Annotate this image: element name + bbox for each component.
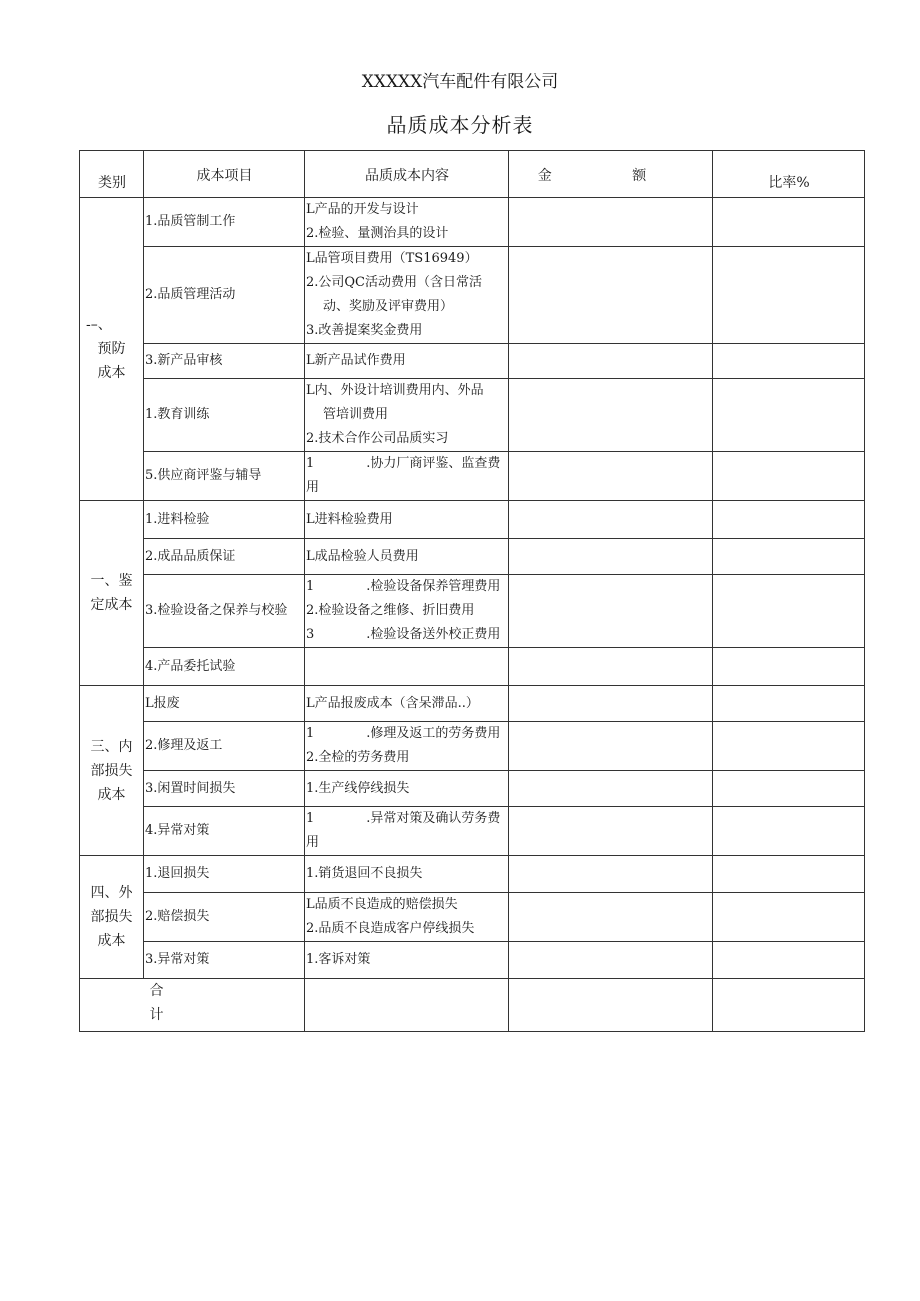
content-line [306,452,508,476]
amount-cell[interactable] [509,807,713,856]
amount-cell[interactable] [509,575,713,648]
content-number: 1 [306,456,315,471]
content-line: 2.全检的劳务费用 [306,750,410,765]
amount-cell[interactable] [509,722,713,771]
content-line: 2.检验、量测治具的设计 [306,226,449,241]
cost-content [305,344,509,379]
table-row [80,648,865,686]
category-line: 三、内 [90,738,133,755]
amount-cell[interactable] [509,856,713,893]
cost-content [305,539,509,575]
content-line: 动、奖励及评审费用） [323,299,454,314]
table-row [80,771,865,807]
content-line: 管培训费用 [323,407,389,422]
content-line: 1.销货退回不良损失 [306,866,423,881]
cost-content [305,501,509,539]
table-row [80,452,865,501]
quality-cost-table [79,150,865,1032]
table-row [80,344,865,379]
ratio-cell[interactable] [713,344,865,379]
content-text: .检验设备保养管理费用 [366,579,501,594]
content-line: 2.检验设备之维修、折旧费用 [306,603,475,618]
cost-content [305,686,509,722]
cost-item: 3.异常对策 [144,942,305,979]
category-line: 四、外 [90,885,133,901]
content-line: L成品检验人员费用 [306,548,419,564]
header-item: 成本项目 [144,151,305,198]
content-line: 2.品质不良造成客户停线损失 [306,921,475,936]
cost-item: 4.异常对策 [144,807,305,856]
header-row [80,151,865,198]
category-line: 成本 [97,786,126,803]
ratio-cell[interactable] [713,452,865,501]
table-row [80,686,865,722]
header-amount: 金 额 [509,151,713,198]
header-category: 类别 [80,151,144,198]
content-text: .异常对策及确认劳务费 [366,811,501,826]
table-row [80,575,865,648]
content-line [306,722,508,746]
category-line: 部损失 [90,762,133,779]
content-number: 1 [306,726,315,741]
ratio-cell[interactable] [713,942,865,979]
ratio-cell[interactable] [713,198,865,247]
amount-cell[interactable] [509,452,713,501]
amount-cell[interactable] [509,501,713,539]
cost-item: 1.品质管制工作 [144,198,305,247]
category-appraisal [80,501,144,686]
category-line: 一、鉴 [90,573,133,589]
page-title: 品质成本分析表 [386,113,534,137]
table-row [80,942,865,979]
content-number: 3 [306,627,315,642]
content-line: L进料检验费用 [306,511,393,527]
total-label: 合 计 [80,979,305,1032]
ratio-cell[interactable] [713,575,865,648]
amount-cell[interactable] [509,942,713,979]
content-line: L品管项目费用（TS16949） [306,251,478,266]
table-row [80,722,865,771]
ratio-cell[interactable] [713,771,865,807]
amount-cell[interactable] [509,344,713,379]
cost-item: 2.成品品质保证 [144,539,305,575]
category-external-loss [80,856,144,979]
ratio-cell[interactable] [713,379,865,452]
cost-item: 2.品质管理活动 [144,247,305,344]
category-line: 部损失 [90,909,133,925]
content-line [306,575,508,599]
amount-cell[interactable] [509,686,713,722]
company-name: XXXXX汽车配件有限公司 [361,72,559,92]
ratio-cell[interactable] [713,247,865,344]
category-line: 预防 [97,341,126,357]
cost-item: 3.闲置时间损失 [144,771,305,807]
category-prevention [80,198,144,501]
content-line [306,623,508,647]
cost-item: 1.退回损失 [144,856,305,893]
content-number: 1 [306,579,315,594]
table-row [80,247,865,344]
amount-cell[interactable] [509,198,713,247]
cost-content [305,198,509,247]
content-line [306,807,508,831]
content-line: L产品报废成本（含呆滞品..） [306,695,479,711]
cost-content [305,722,509,771]
table-row [80,893,865,942]
amount-cell[interactable] [509,893,713,942]
total-row [80,979,865,1032]
table-row [80,501,865,539]
category-line: 定成本 [90,597,133,613]
table-row [80,198,865,247]
total-content-cell[interactable] [305,979,509,1032]
content-line: 用 [306,835,320,850]
content-line: 1.生产线停线损失 [306,780,410,796]
cost-content [305,807,509,856]
amount-cell[interactable] [509,247,713,344]
ratio-cell[interactable] [713,722,865,771]
total-ratio-cell[interactable] [713,979,865,1032]
category-line: 成本 [97,933,126,949]
cost-content [305,648,509,686]
content-line: L新产品试作费用 [306,353,406,368]
content-line: 2.技术合作公司品质实习 [306,431,449,446]
amount-cell[interactable] [509,539,713,575]
category-line: 成本 [97,365,126,381]
cost-item: 3.新产品审核 [144,344,305,379]
cost-content [305,575,509,648]
cost-content [305,247,509,344]
content-line: 2.公司QC活动费用（含日常活 [306,275,483,290]
table-row [80,807,865,856]
ratio-cell[interactable] [713,893,865,942]
table-row [80,539,865,575]
cost-item: 4.产品委托试验 [144,648,305,686]
content-line: L品质不良造成的赔偿损失 [306,897,458,912]
content-text: .修理及返工的劳务费用 [366,726,501,741]
content-number: 1 [306,811,315,826]
cost-item: 2.修理及返工 [144,722,305,771]
cost-item: 2.赔偿损失 [144,893,305,942]
cost-item: 5.供应商评鉴与辅导 [144,452,305,501]
ratio-cell[interactable] [713,648,865,686]
content-line: 3.改善提案奖金费用 [306,323,423,338]
ratio-cell[interactable] [713,807,865,856]
content-line: 1.客诉对策 [306,952,371,967]
cost-content [305,856,509,893]
header-content: 品质成本内容 [305,151,509,198]
cost-content [305,771,509,807]
ratio-cell[interactable] [713,539,865,575]
content-line: 用 [306,480,320,495]
amount-cell[interactable] [509,771,713,807]
cost-item: L报废 [144,686,305,722]
ratio-cell[interactable] [713,501,865,539]
amount-cell[interactable] [509,379,713,452]
content-text: .检验设备送外校正费用 [366,627,501,642]
content-line: L内、外设计培训费用内、外品 [306,383,484,398]
cost-content [305,942,509,979]
total-amount-cell[interactable] [509,979,713,1032]
cost-content [305,379,509,452]
cost-content [305,452,509,501]
header-ratio: 比率% [713,151,865,198]
ratio-cell[interactable] [713,686,865,722]
table-row [80,856,865,893]
category-internal-loss [80,686,144,856]
content-text: .协力厂商评鉴、监查费 [366,456,501,471]
cost-item: 1.进料检验 [144,501,305,539]
ratio-cell[interactable] [713,856,865,893]
cost-item: 1.教育训练 [144,379,305,452]
table-row [80,379,865,452]
cost-item: 3.检验设备之保养与校验 [144,575,305,648]
content-line: L产品的开发与设计 [306,202,419,217]
amount-cell[interactable] [509,648,713,686]
cost-content [305,893,509,942]
category-line: -–、 [86,317,112,333]
